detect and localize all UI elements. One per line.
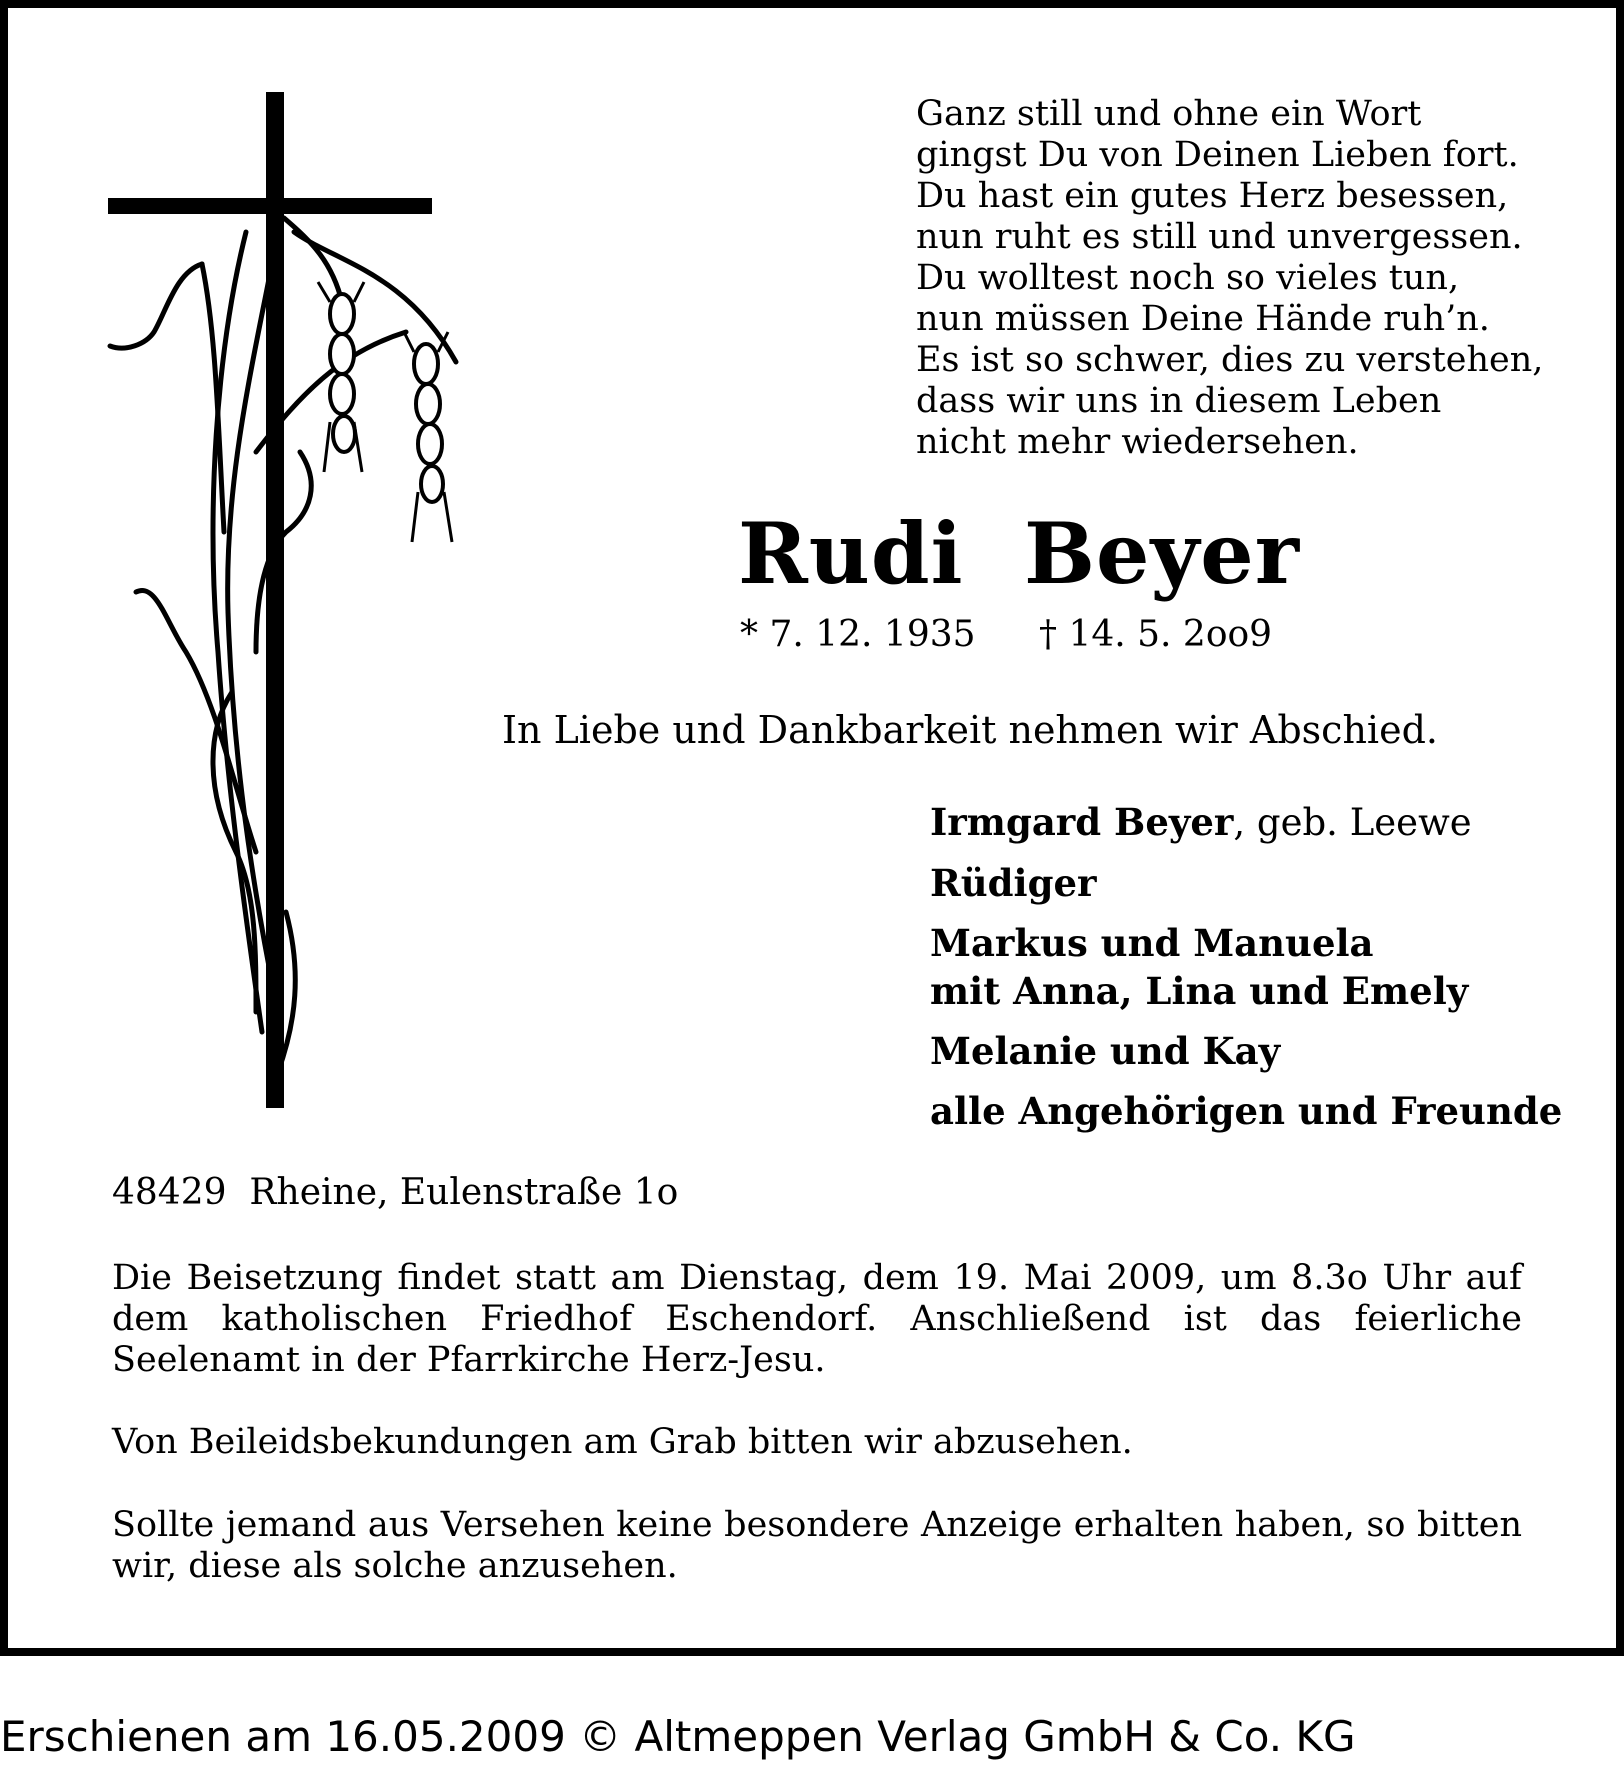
poem-line: nicht mehr wiedersehen. [916, 422, 1359, 462]
death-date: † 14. 5. 2oo9 [1039, 614, 1273, 655]
mourner-maiden-name: , geb. Leewe [1233, 801, 1472, 844]
poem-line: Ganz still und ohne ein Wort [916, 94, 1422, 134]
mourner-line: Markus und Manuela [930, 921, 1374, 965]
mourner-entry: alle Angehörigen und Freunde [930, 1089, 1563, 1133]
mourner-entry [930, 798, 1590, 847]
farewell-line: In Liebe und Dankbarkeit nehmen wir Abschied. [502, 708, 1438, 752]
deceased-name: Rudi Beyer [738, 504, 1300, 603]
address: 48429 Rheine, Eulenstraße 1o [112, 1172, 679, 1213]
burial-notice: Die Beisetzung findet statt am Dienstag, dem 19. Mai 2009, um 8.3o Uhr auf dem katholischen Friedhof Eschendorf. Anschließend ist das feierliche Seelenamt in der Pfarrkirche Herz-Jesu. [112, 1258, 1522, 1380]
mailing-notice: Sollte jemand aus Versehen keine besondere Anzeige erhalten haben, so bitten wir, diese als solche anzusehen. [112, 1505, 1522, 1586]
poem-line: Du wolltest noch so vieles tun, [916, 258, 1460, 298]
condolence-notice: Von Beileidsbekundungen am Grab bitten wir abzusehen. [112, 1422, 1133, 1462]
poem-line: Es ist so schwer, dies zu verstehen, [916, 340, 1544, 380]
memorial-poem [916, 94, 1566, 463]
birth-date: * 7. 12. 1935 [740, 614, 976, 655]
cross-with-wheat-icon [106, 92, 506, 1112]
publication-footer: Erschienen am 16.05.2009 © Altmeppen Verlag GmbH & Co. KG [0, 1712, 1356, 1761]
mourner-entry: Melanie und Kay [930, 1029, 1281, 1073]
poem-line: Du hast ein gutes Herz besessen, [916, 176, 1509, 216]
poem-line: gingst Du von Deinen Lieben fort. [916, 135, 1519, 175]
mourner-entry [930, 919, 1590, 1015]
life-dates [740, 614, 1400, 655]
mourners-list [930, 798, 1590, 1147]
mourner-entry: Rüdiger [930, 861, 1097, 905]
mourner-name: Irmgard Beyer [930, 800, 1234, 844]
mourner-line: mit Anna, Lina und Emely [930, 969, 1469, 1013]
poem-line: nun ruht es still und unvergessen. [916, 217, 1523, 257]
poem-line: nun müssen Deine Hände ruh’n. [916, 299, 1490, 339]
poem-line: dass wir uns in diesem Leben [916, 381, 1442, 421]
